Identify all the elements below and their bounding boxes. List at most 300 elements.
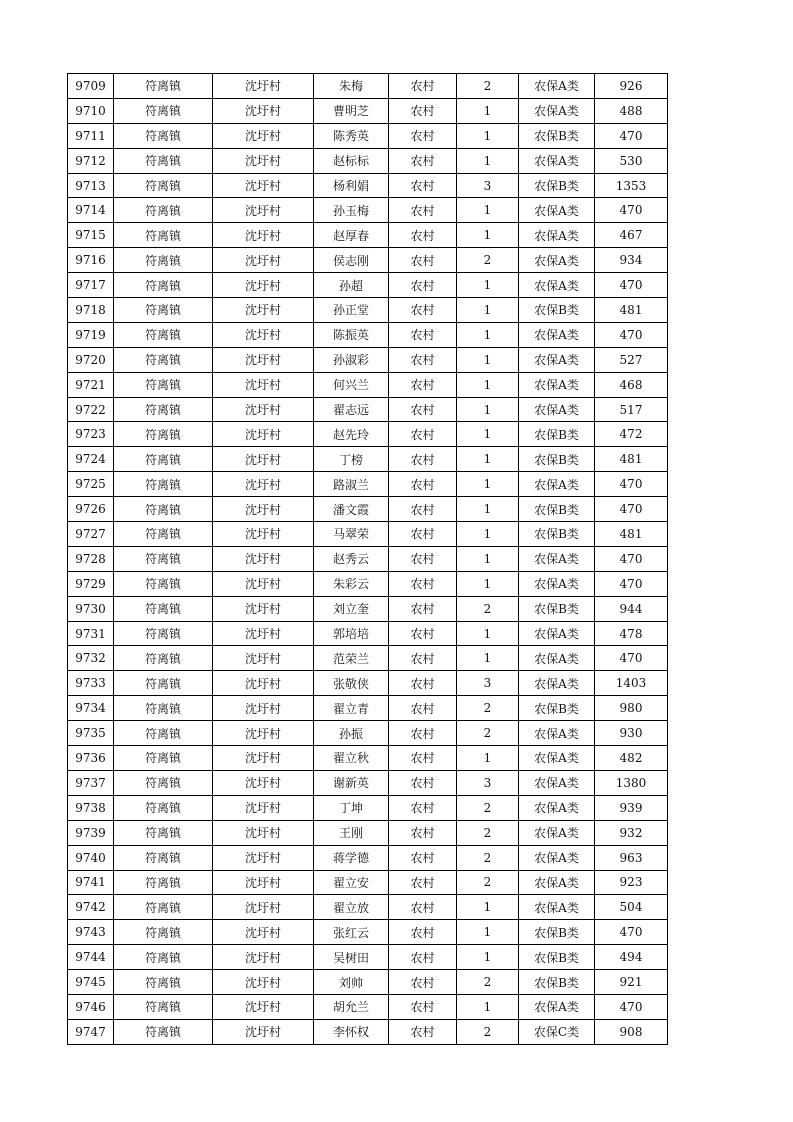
cell-name: 陈秀英 — [314, 123, 389, 148]
cell-town: 符离镇 — [114, 945, 213, 970]
cell-household-count: 2 — [457, 74, 519, 99]
cell-household-count: 1 — [457, 198, 519, 223]
cell-town: 符离镇 — [114, 397, 213, 422]
cell-town: 符离镇 — [114, 74, 213, 99]
cell-village: 沈圩村 — [213, 372, 314, 397]
cell-household-count: 2 — [457, 820, 519, 845]
cell-amount: 494 — [595, 945, 668, 970]
table-row — [68, 746, 668, 771]
cell-household-count: 2 — [457, 248, 519, 273]
table-row — [68, 646, 668, 671]
cell-household-count: 1 — [457, 945, 519, 970]
cell-amount: 481 — [595, 447, 668, 472]
cell-village: 沈圩村 — [213, 870, 314, 895]
cell-amount: 530 — [595, 148, 668, 173]
cell-name: 丁坤 — [314, 795, 389, 820]
cell-town: 符离镇 — [114, 621, 213, 646]
cell-village: 沈圩村 — [213, 298, 314, 323]
cell-category: 农保A类 — [519, 223, 595, 248]
cell-village: 沈圩村 — [213, 994, 314, 1019]
cell-area-type: 农村 — [389, 895, 457, 920]
cell-area-type: 农村 — [389, 447, 457, 472]
table-row — [68, 994, 668, 1019]
cell-amount: 1403 — [595, 671, 668, 696]
cell-town: 符离镇 — [114, 546, 213, 571]
cell-village: 沈圩村 — [213, 497, 314, 522]
cell-name: 赵先玲 — [314, 422, 389, 447]
cell-amount: 921 — [595, 970, 668, 995]
cell-category: 农保A类 — [519, 273, 595, 298]
table-row — [68, 422, 668, 447]
cell-household-count: 1 — [457, 223, 519, 248]
cell-area-type: 农村 — [389, 74, 457, 99]
cell-category: 农保A类 — [519, 721, 595, 746]
cell-category: 农保A类 — [519, 372, 595, 397]
cell-name: 翟立秋 — [314, 746, 389, 771]
cell-id: 9744 — [68, 945, 114, 970]
cell-household-count: 1 — [457, 472, 519, 497]
table-row — [68, 721, 668, 746]
cell-amount: 930 — [595, 721, 668, 746]
cell-town: 符离镇 — [114, 148, 213, 173]
cell-amount: 939 — [595, 795, 668, 820]
cell-id: 9725 — [68, 472, 114, 497]
cell-household-count: 1 — [457, 546, 519, 571]
cell-id: 9734 — [68, 696, 114, 721]
cell-id: 9737 — [68, 770, 114, 795]
cell-id: 9743 — [68, 920, 114, 945]
cell-id: 9716 — [68, 248, 114, 273]
cell-name: 范荣兰 — [314, 646, 389, 671]
cell-village: 沈圩村 — [213, 123, 314, 148]
cell-village: 沈圩村 — [213, 845, 314, 870]
cell-name: 刘帅 — [314, 970, 389, 995]
cell-name: 翟立放 — [314, 895, 389, 920]
cell-name: 曹明芝 — [314, 98, 389, 123]
cell-id: 9738 — [68, 795, 114, 820]
cell-id: 9717 — [68, 273, 114, 298]
cell-amount: 963 — [595, 845, 668, 870]
cell-amount: 944 — [595, 596, 668, 621]
cell-name: 李怀权 — [314, 1019, 389, 1044]
cell-area-type: 农村 — [389, 696, 457, 721]
cell-village: 沈圩村 — [213, 770, 314, 795]
table-row — [68, 223, 668, 248]
cell-id: 9746 — [68, 994, 114, 1019]
cell-id: 9740 — [68, 845, 114, 870]
cell-household-count: 1 — [457, 994, 519, 1019]
cell-town: 符离镇 — [114, 770, 213, 795]
cell-town: 符离镇 — [114, 820, 213, 845]
cell-town: 符离镇 — [114, 322, 213, 347]
cell-town: 符离镇 — [114, 372, 213, 397]
cell-town: 符离镇 — [114, 1019, 213, 1044]
cell-household-count: 1 — [457, 298, 519, 323]
cell-household-count: 1 — [457, 621, 519, 646]
cell-town: 符离镇 — [114, 646, 213, 671]
cell-id: 9711 — [68, 123, 114, 148]
cell-amount: 470 — [595, 497, 668, 522]
cell-category: 农保B类 — [519, 970, 595, 995]
cell-amount: 470 — [595, 646, 668, 671]
cell-category: 农保B类 — [519, 298, 595, 323]
cell-name: 张敬侠 — [314, 671, 389, 696]
cell-household-count: 1 — [457, 646, 519, 671]
cell-household-count: 1 — [457, 322, 519, 347]
cell-area-type: 农村 — [389, 198, 457, 223]
cell-name: 胡允兰 — [314, 994, 389, 1019]
cell-category: 农保A类 — [519, 397, 595, 422]
cell-village: 沈圩村 — [213, 970, 314, 995]
cell-town: 符离镇 — [114, 472, 213, 497]
table-row — [68, 845, 668, 870]
cell-village: 沈圩村 — [213, 671, 314, 696]
cell-category: 农保B类 — [519, 497, 595, 522]
cell-village: 沈圩村 — [213, 596, 314, 621]
cell-village: 沈圩村 — [213, 696, 314, 721]
cell-area-type: 农村 — [389, 721, 457, 746]
cell-category: 农保B类 — [519, 945, 595, 970]
cell-category: 农保B类 — [519, 920, 595, 945]
cell-village: 沈圩村 — [213, 74, 314, 99]
table-row — [68, 671, 668, 696]
cell-category: 农保B类 — [519, 173, 595, 198]
table-row — [68, 447, 668, 472]
cell-town: 符离镇 — [114, 422, 213, 447]
cell-area-type: 农村 — [389, 795, 457, 820]
cell-household-count: 1 — [457, 347, 519, 372]
cell-category: 农保A类 — [519, 472, 595, 497]
cell-town: 符离镇 — [114, 895, 213, 920]
table-row — [68, 1019, 668, 1044]
cell-name: 孙淑彩 — [314, 347, 389, 372]
cell-category: 农保A类 — [519, 198, 595, 223]
cell-category: 农保A类 — [519, 148, 595, 173]
cell-town: 符离镇 — [114, 98, 213, 123]
cell-amount: 467 — [595, 223, 668, 248]
cell-town: 符离镇 — [114, 920, 213, 945]
cell-amount: 481 — [595, 298, 668, 323]
cell-household-count: 1 — [457, 571, 519, 596]
cell-amount: 481 — [595, 522, 668, 547]
cell-village: 沈圩村 — [213, 895, 314, 920]
cell-village: 沈圩村 — [213, 571, 314, 596]
cell-village: 沈圩村 — [213, 945, 314, 970]
cell-household-count: 1 — [457, 98, 519, 123]
table-row — [68, 248, 668, 273]
cell-household-count: 1 — [457, 422, 519, 447]
cell-name: 孙超 — [314, 273, 389, 298]
cell-town: 符离镇 — [114, 870, 213, 895]
cell-village: 沈圩村 — [213, 1019, 314, 1044]
table-row — [68, 571, 668, 596]
cell-area-type: 农村 — [389, 870, 457, 895]
table-row — [68, 298, 668, 323]
cell-town: 符离镇 — [114, 721, 213, 746]
cell-id: 9733 — [68, 671, 114, 696]
cell-household-count: 3 — [457, 173, 519, 198]
cell-household-count: 1 — [457, 522, 519, 547]
cell-name: 谢新英 — [314, 770, 389, 795]
cell-town: 符离镇 — [114, 273, 213, 298]
cell-name: 朱梅 — [314, 74, 389, 99]
cell-household-count: 2 — [457, 1019, 519, 1044]
cell-village: 沈圩村 — [213, 447, 314, 472]
cell-town: 符离镇 — [114, 248, 213, 273]
cell-area-type: 农村 — [389, 945, 457, 970]
cell-area-type: 农村 — [389, 497, 457, 522]
cell-town: 符离镇 — [114, 671, 213, 696]
cell-area-type: 农村 — [389, 248, 457, 273]
cell-amount: 478 — [595, 621, 668, 646]
table-row — [68, 472, 668, 497]
table-row — [68, 397, 668, 422]
cell-amount: 932 — [595, 820, 668, 845]
cell-id: 9730 — [68, 596, 114, 621]
cell-name: 刘立奎 — [314, 596, 389, 621]
cell-town: 符离镇 — [114, 845, 213, 870]
cell-name: 翟立青 — [314, 696, 389, 721]
cell-amount: 517 — [595, 397, 668, 422]
cell-name: 赵标标 — [314, 148, 389, 173]
cell-category: 农保A类 — [519, 770, 595, 795]
cell-category: 农保B类 — [519, 696, 595, 721]
cell-name: 蒋学德 — [314, 845, 389, 870]
cell-id: 9724 — [68, 447, 114, 472]
cell-town: 符离镇 — [114, 970, 213, 995]
cell-household-count: 1 — [457, 920, 519, 945]
cell-area-type: 农村 — [389, 98, 457, 123]
cell-amount: 470 — [595, 123, 668, 148]
cell-area-type: 农村 — [389, 571, 457, 596]
cell-amount: 482 — [595, 746, 668, 771]
table-row — [68, 123, 668, 148]
cell-area-type: 农村 — [389, 671, 457, 696]
cell-household-count: 2 — [457, 845, 519, 870]
cell-amount: 468 — [595, 372, 668, 397]
cell-household-count: 1 — [457, 746, 519, 771]
cell-id: 9721 — [68, 372, 114, 397]
cell-area-type: 农村 — [389, 845, 457, 870]
table-row — [68, 347, 668, 372]
cell-area-type: 农村 — [389, 347, 457, 372]
cell-amount: 908 — [595, 1019, 668, 1044]
cell-household-count: 1 — [457, 397, 519, 422]
table-row — [68, 148, 668, 173]
table-row — [68, 372, 668, 397]
cell-name: 赵厚春 — [314, 223, 389, 248]
cell-town: 符离镇 — [114, 795, 213, 820]
cell-id: 9713 — [68, 173, 114, 198]
cell-amount: 470 — [595, 322, 668, 347]
cell-id: 9714 — [68, 198, 114, 223]
cell-village: 沈圩村 — [213, 322, 314, 347]
cell-amount: 1380 — [595, 770, 668, 795]
cell-category: 农保B类 — [519, 596, 595, 621]
cell-category: 农保A类 — [519, 820, 595, 845]
cell-id: 9726 — [68, 497, 114, 522]
cell-amount: 470 — [595, 920, 668, 945]
cell-id: 9720 — [68, 347, 114, 372]
cell-area-type: 农村 — [389, 223, 457, 248]
cell-name: 孙玉梅 — [314, 198, 389, 223]
cell-category: 农保A类 — [519, 248, 595, 273]
cell-village: 沈圩村 — [213, 273, 314, 298]
cell-category: 农保A类 — [519, 621, 595, 646]
table-row — [68, 945, 668, 970]
cell-id: 9729 — [68, 571, 114, 596]
cell-village: 沈圩村 — [213, 198, 314, 223]
cell-category: 农保A类 — [519, 845, 595, 870]
cell-name: 朱彩云 — [314, 571, 389, 596]
cell-category: 农保A类 — [519, 546, 595, 571]
cell-id: 9723 — [68, 422, 114, 447]
cell-amount: 926 — [595, 74, 668, 99]
cell-town: 符离镇 — [114, 522, 213, 547]
table-row — [68, 596, 668, 621]
cell-area-type: 农村 — [389, 746, 457, 771]
table-row — [68, 870, 668, 895]
cell-town: 符离镇 — [114, 198, 213, 223]
cell-amount: 470 — [595, 273, 668, 298]
cell-id: 9735 — [68, 721, 114, 746]
cell-household-count: 1 — [457, 447, 519, 472]
cell-name: 翟立安 — [314, 870, 389, 895]
cell-village: 沈圩村 — [213, 920, 314, 945]
cell-category: 农保A类 — [519, 74, 595, 99]
cell-category: 农保A类 — [519, 895, 595, 920]
cell-area-type: 农村 — [389, 920, 457, 945]
cell-household-count: 1 — [457, 123, 519, 148]
cell-name: 孙振 — [314, 721, 389, 746]
cell-name: 赵秀云 — [314, 546, 389, 571]
cell-household-count: 2 — [457, 970, 519, 995]
cell-amount: 470 — [595, 994, 668, 1019]
cell-name: 丁榜 — [314, 447, 389, 472]
cell-area-type: 农村 — [389, 273, 457, 298]
cell-area-type: 农村 — [389, 1019, 457, 1044]
cell-amount: 923 — [595, 870, 668, 895]
cell-category: 农保B类 — [519, 522, 595, 547]
cell-town: 符离镇 — [114, 596, 213, 621]
cell-town: 符离镇 — [114, 571, 213, 596]
table-body — [68, 74, 668, 1045]
cell-area-type: 农村 — [389, 646, 457, 671]
cell-id: 9745 — [68, 970, 114, 995]
table-row — [68, 820, 668, 845]
cell-household-count: 1 — [457, 148, 519, 173]
table-row — [68, 98, 668, 123]
cell-area-type: 农村 — [389, 173, 457, 198]
cell-category: 农保B类 — [519, 447, 595, 472]
cell-town: 符离镇 — [114, 223, 213, 248]
cell-id: 9728 — [68, 546, 114, 571]
cell-id: 9709 — [68, 74, 114, 99]
cell-category: 农保C类 — [519, 1019, 595, 1044]
cell-category: 农保A类 — [519, 671, 595, 696]
cell-name: 侯志刚 — [314, 248, 389, 273]
cell-village: 沈圩村 — [213, 546, 314, 571]
cell-id: 9741 — [68, 870, 114, 895]
cell-id: 9715 — [68, 223, 114, 248]
cell-name: 孙正堂 — [314, 298, 389, 323]
cell-household-count: 2 — [457, 696, 519, 721]
cell-amount: 470 — [595, 546, 668, 571]
cell-village: 沈圩村 — [213, 248, 314, 273]
cell-town: 符离镇 — [114, 994, 213, 1019]
cell-area-type: 农村 — [389, 994, 457, 1019]
cell-category: 农保A类 — [519, 870, 595, 895]
cell-amount: 980 — [595, 696, 668, 721]
cell-town: 符离镇 — [114, 746, 213, 771]
cell-household-count: 2 — [457, 870, 519, 895]
cell-area-type: 农村 — [389, 596, 457, 621]
cell-town: 符离镇 — [114, 298, 213, 323]
cell-area-type: 农村 — [389, 148, 457, 173]
cell-amount: 470 — [595, 571, 668, 596]
cell-category: 农保B类 — [519, 123, 595, 148]
cell-amount: 470 — [595, 472, 668, 497]
cell-area-type: 农村 — [389, 123, 457, 148]
cell-town: 符离镇 — [114, 447, 213, 472]
cell-household-count: 1 — [457, 273, 519, 298]
table-row — [68, 696, 668, 721]
cell-village: 沈圩村 — [213, 397, 314, 422]
cell-town: 符离镇 — [114, 173, 213, 198]
cell-area-type: 农村 — [389, 522, 457, 547]
cell-village: 沈圩村 — [213, 223, 314, 248]
cell-amount: 472 — [595, 422, 668, 447]
cell-id: 9739 — [68, 820, 114, 845]
cell-village: 沈圩村 — [213, 522, 314, 547]
cell-village: 沈圩村 — [213, 347, 314, 372]
cell-village: 沈圩村 — [213, 795, 314, 820]
cell-area-type: 农村 — [389, 422, 457, 447]
cell-area-type: 农村 — [389, 298, 457, 323]
cell-village: 沈圩村 — [213, 820, 314, 845]
cell-name: 翟志远 — [314, 397, 389, 422]
cell-name: 马翠荣 — [314, 522, 389, 547]
cell-household-count: 3 — [457, 671, 519, 696]
cell-id: 9732 — [68, 646, 114, 671]
cell-household-count: 2 — [457, 795, 519, 820]
cell-name: 路淑兰 — [314, 472, 389, 497]
cell-household-count: 1 — [457, 895, 519, 920]
cell-category: 农保A类 — [519, 98, 595, 123]
cell-id: 9731 — [68, 621, 114, 646]
table-row — [68, 546, 668, 571]
cell-amount: 1353 — [595, 173, 668, 198]
cell-category: 农保A类 — [519, 322, 595, 347]
table-row — [68, 895, 668, 920]
cell-village: 沈圩村 — [213, 472, 314, 497]
cell-household-count: 2 — [457, 596, 519, 621]
cell-village: 沈圩村 — [213, 148, 314, 173]
cell-amount: 504 — [595, 895, 668, 920]
cell-name: 潘文霞 — [314, 497, 389, 522]
cell-id: 9718 — [68, 298, 114, 323]
cell-name: 吴树田 — [314, 945, 389, 970]
cell-area-type: 农村 — [389, 322, 457, 347]
cell-area-type: 农村 — [389, 770, 457, 795]
cell-village: 沈圩村 — [213, 746, 314, 771]
subsidy-table — [67, 73, 668, 1045]
cell-category: 农保B类 — [519, 422, 595, 447]
cell-household-count: 1 — [457, 497, 519, 522]
cell-household-count: 3 — [457, 770, 519, 795]
table-row — [68, 322, 668, 347]
cell-town: 符离镇 — [114, 123, 213, 148]
